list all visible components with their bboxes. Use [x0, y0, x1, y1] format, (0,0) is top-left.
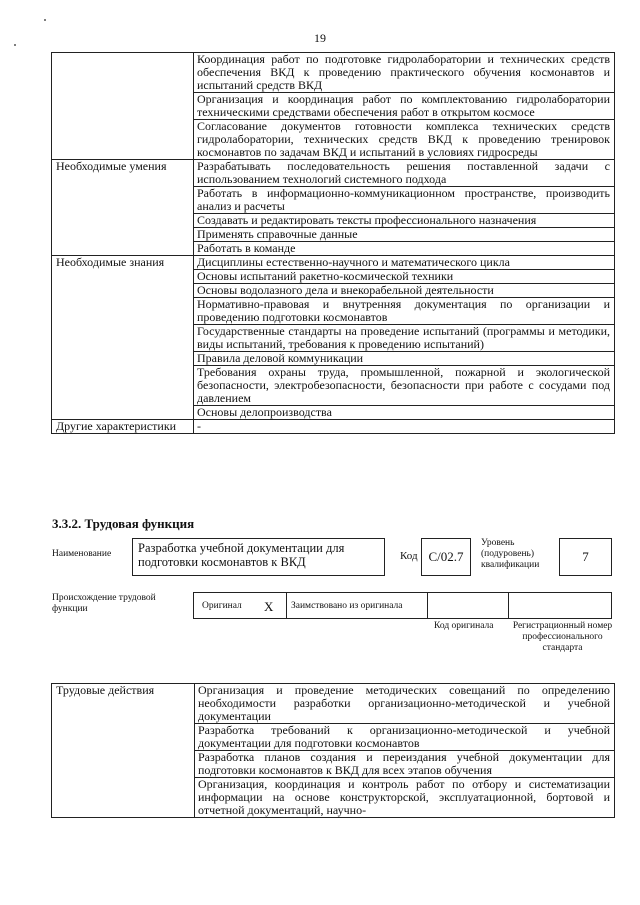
- original-mark: X: [264, 599, 274, 614]
- origin-label: Происхождение трудовой функции: [52, 593, 156, 614]
- table-row: [52, 53, 615, 93]
- table-row: [52, 420, 615, 434]
- row-label: Другие характеристики: [52, 420, 194, 434]
- original-label: Оригинал: [202, 601, 242, 611]
- row-label: Необходимые знания: [52, 256, 194, 420]
- table-cell: Организация и координация работ по комплектованию гидролаборатории техническими средствами обеспечения работ в открытом космосе: [194, 93, 615, 120]
- table-cell: Работать в информационно-коммуникационном пространстве, производить анализ и расчеты: [194, 187, 615, 214]
- cell-divider: [508, 593, 509, 618]
- table-cell: Применять справочные данные: [194, 228, 615, 242]
- code-field: С/02.7: [421, 538, 471, 576]
- table-row: [52, 684, 615, 724]
- requirements-table: [51, 52, 615, 434]
- level-label: Уровень (подуровень) квалификации: [481, 538, 540, 570]
- table-cell: Правила деловой коммуникации: [194, 352, 615, 366]
- table-cell: Разработка планов создания и переиздания учебной документации для подготовки космонавтов к ВКД для всех этапов обучения: [195, 751, 615, 778]
- cell-divider: [427, 593, 428, 618]
- table-cell: Организация и проведение методических совещаний по определению необходимости разработки организационно-методической и учебной документации: [195, 684, 615, 724]
- origin-table: [193, 592, 612, 619]
- table-cell: Разработка требований к организационно-методической и учебной документации для подготовки космонавтов: [195, 724, 615, 751]
- table-cell: Требования охраны труда, промышленной, пожарной и экологической безопасности, электробезопасности, безопасности при работе с сосудами под давлением: [194, 366, 615, 406]
- table-cell: Дисциплины естественно-научного и математического цикла: [194, 256, 615, 270]
- table-cell: Разрабатывать последовательность решения поставленной задачи с использованием технологий системного подхода: [194, 160, 615, 187]
- level-field: 7: [559, 538, 612, 576]
- page-number: 19: [314, 31, 326, 45]
- row-label: Необходимые умения: [52, 160, 194, 256]
- table-cell: Работать в команде: [194, 242, 615, 256]
- cell-divider: [286, 593, 287, 618]
- table-cell: Государственные стандарты на проведение испытаний (программы и методики, виды испытаний, требования к проведению испытаний): [194, 325, 615, 352]
- section-title: 3.3.2. Трудовая функция: [52, 516, 195, 531]
- scan-speck: [44, 19, 46, 21]
- row-label: [52, 53, 194, 160]
- name-label: Наименование: [52, 549, 112, 559]
- table-cell: Организация, координация и контроль работ по отбору и систематизации информации на основе конструкторской, эксплуатационной, бортовой и отчетной документаций, научно-: [195, 778, 615, 818]
- scan-speck: [14, 44, 16, 46]
- table-cell: Координация работ по подготовке гидролаборатории и технических средств обеспечения ВКД к проведению практического обучения космонавтов и испытаний средств ВКД: [194, 53, 615, 93]
- reg-number-label: Регистрационный номер профессионального стандарта: [512, 621, 613, 653]
- code-original-label: Код оригинала: [434, 621, 494, 631]
- table-cell: Основы водолазного дела и внекорабельной деятельности: [194, 284, 615, 298]
- labor-actions-table: [51, 683, 615, 818]
- code-label: Код: [400, 550, 418, 562]
- table-row: [52, 160, 615, 187]
- row-label: Трудовые действия: [52, 684, 195, 818]
- function-name-field: Разработка учебной документации для подготовки космонавтов к ВКД: [132, 538, 385, 576]
- table-cell: Согласование документов готовности комплекса технических средств гидролаборатории, технических средств ВКД к проведению тренировок космонавтов по задачам ВКД и испытаний в условиях гидросреды: [194, 120, 615, 160]
- table-cell: Основы делопроизводства: [194, 406, 615, 420]
- table-cell: Создавать и редактировать тексты профессионального назначения: [194, 214, 615, 228]
- table-cell: -: [194, 420, 615, 434]
- table-cell: Нормативно-правовая и внутренняя документация по организации и проведению подготовки космонавтов: [194, 298, 615, 325]
- table-row: [52, 256, 615, 270]
- table-cell: Основы испытаний ракетно-космической техники: [194, 270, 615, 284]
- borrowed-label: Заимствовано из оригинала: [291, 601, 403, 611]
